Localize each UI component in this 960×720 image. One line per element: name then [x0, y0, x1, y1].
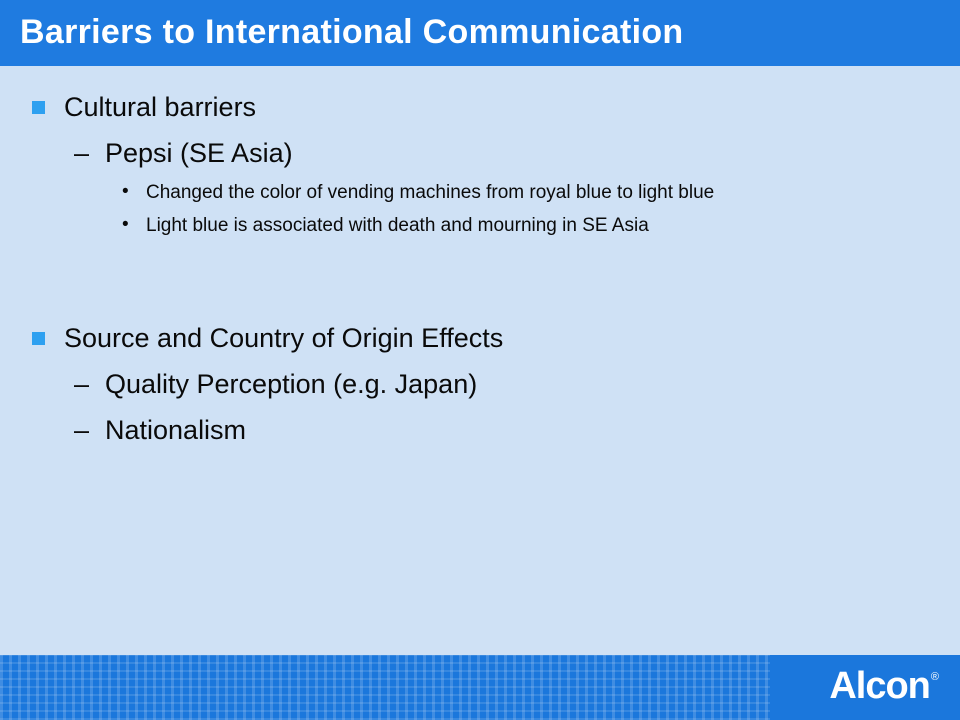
sub-bullet-text: Nationalism: [105, 415, 247, 445]
bullet-text: Source and Country of Origin Effects: [64, 323, 504, 353]
alcon-logo: [829, 665, 938, 708]
registered-mark: ®: [930, 671, 938, 683]
sub-bullet-text: Quality Perception (e.g. Japan): [105, 369, 478, 399]
sub-bullet-nationalism: [74, 415, 247, 446]
detail-bullet-vending-color: [122, 181, 715, 204]
dash-marker: –: [74, 415, 90, 445]
dash-marker: –: [74, 138, 90, 168]
bullet-cultural-barriers: [64, 92, 256, 123]
detail-bullet-light-blue-meaning: [122, 214, 649, 237]
footer-band: [0, 655, 960, 720]
slide-body: [0, 66, 960, 655]
dot-marker: •: [122, 214, 129, 235]
detail-bullet-text: Light blue is associated with death and mourning in SE Asia: [146, 215, 649, 236]
sub-bullet-quality-perception: [74, 369, 478, 400]
square-bullet-icon: [32, 332, 45, 345]
slide-title: Barriers to International Communication: [20, 13, 684, 51]
square-bullet-icon: [32, 101, 45, 114]
logo-text: Alcon: [829, 665, 930, 707]
sub-bullet-pepsi: [74, 138, 293, 169]
dot-marker: •: [122, 181, 129, 202]
logo-panel: [770, 655, 960, 720]
bullet-source-country-origin: [64, 323, 503, 354]
dash-marker: –: [74, 369, 90, 399]
bullet-text: Cultural barriers: [64, 92, 257, 122]
sub-bullet-text: Pepsi (SE Asia): [105, 138, 293, 168]
title-bar: [0, 0, 960, 66]
detail-bullet-text: Changed the color of vending machines from royal blue to light blue: [146, 182, 715, 203]
